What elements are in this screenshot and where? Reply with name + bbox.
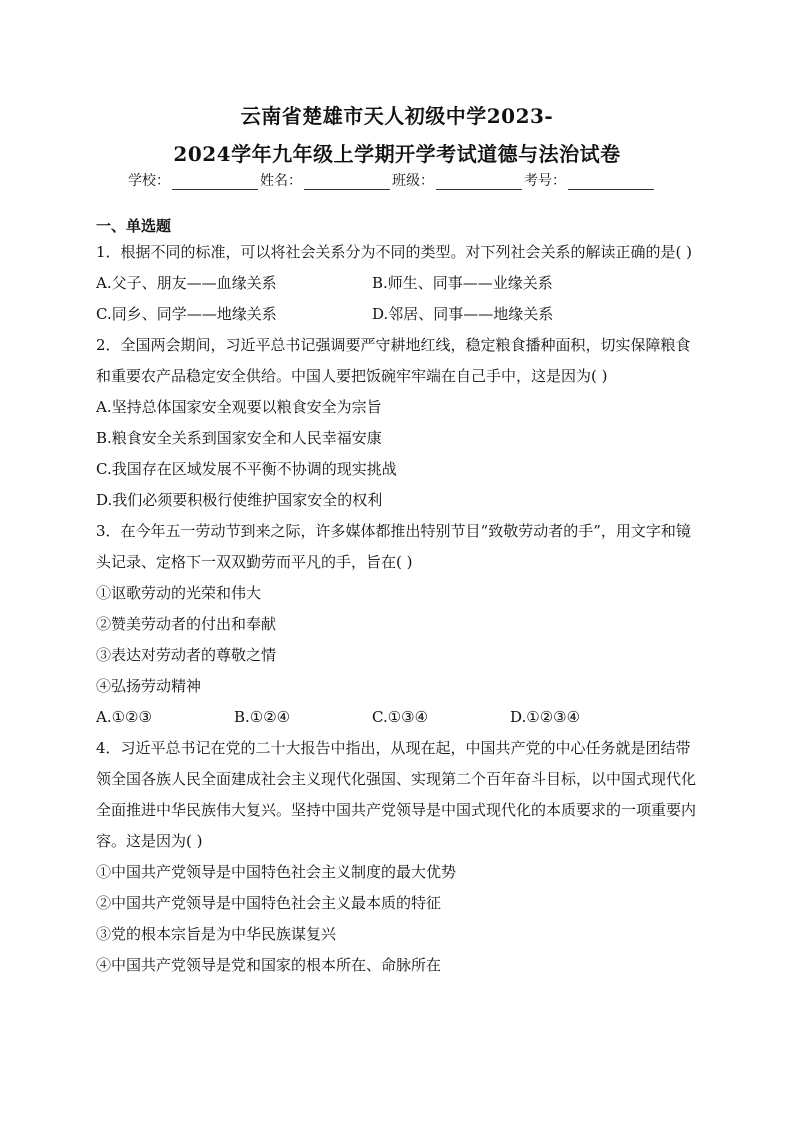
exam-title-line1: 云南省楚雄市天人初级中学2023- xyxy=(240,104,554,128)
question-3-stem: 3．在今年五一劳动节到来之际，许多媒体都推出特别节目“致敬劳动者的手”，用文字和镜头记录、定格下一双双勤劳而平凡的手，旨在( ) xyxy=(96,522,691,571)
question-2-option-b: B.粮食安全关系到国家安全和人民幸福安康 xyxy=(96,429,382,447)
question-3-options-row xyxy=(96,702,696,733)
school-blank[interactable] xyxy=(172,175,258,190)
question-3-statement-2: ②赞美劳动者的付出和奉献 xyxy=(96,615,277,633)
question-3-statement-3: ③表达对劳动者的尊敬之情 xyxy=(96,646,277,664)
name-label: 姓名： xyxy=(260,173,302,189)
question-2-option-c: C.我国存在区域发展不平衡不协调的现实挑战 xyxy=(96,460,397,478)
question-4-statement-4: ④中国共产党领导是党和国家的根本所在、命脉所在 xyxy=(96,956,442,974)
question-3-option-b: B.①②④ xyxy=(234,708,291,726)
exam-number-blank[interactable] xyxy=(568,175,654,190)
question-2-option-a: A.坚持总体国家安全观要以粮食安全为宗旨 xyxy=(96,398,382,416)
question-4-statement-1: ①中国共产党领导是中国特色社会主义制度的最大优势 xyxy=(96,863,457,881)
question-2-stem: 2．全国两会期间，习近平总书记强调要严守耕地红线，稳定粮食播种面积，切实保障粮食和重要农产品稳定安全供给。中国人要把饭碗牢牢端在自己手中，这是因为( ) xyxy=(96,336,691,385)
exam-title-line2: 2024学年九年级上学期开学考试道德与法治试卷 xyxy=(173,142,621,166)
question-4-stem: 4．习近平总书记在党的二十大报告中指出，从现在起，中国共产党的中心任务就是团结带领全国各族人民全面建成社会主义现代化强国、实现第二个百年奋斗目标，以中国式现代化全面推进中华民族伟大复兴。坚持中国共产党领导是中国式现代化的本质要求的一项重要内容。这是因为( ) xyxy=(96,739,697,850)
question-3-option-c: C.①③④ xyxy=(372,708,429,726)
class-label: 班级： xyxy=(392,173,434,189)
class-blank[interactable] xyxy=(436,175,522,190)
question-4-statement-3: ③党的根本宗旨是为中华民族谋复兴 xyxy=(96,925,337,943)
question-1-option-b: B.师生、同事——业缘关系 xyxy=(372,274,553,292)
school-label: 学校： xyxy=(128,173,170,189)
question-4-statement-2: ②中国共产党领导是中国特色社会主义最本质的特征 xyxy=(96,894,442,912)
question-1-stem: 1．根据不同的标准，可以将社会关系分为不同的类型。对下列社会关系的解读正确的是( ) xyxy=(96,243,693,261)
question-3-statement-1: ①讴歌劳动的光荣和伟大 xyxy=(96,584,262,602)
question-1-options-row2 xyxy=(96,299,696,330)
questions-body xyxy=(96,237,696,981)
question-1-option-d: D.邻居、同事——地缘关系 xyxy=(372,305,554,323)
question-3-option-d: D.①②③④ xyxy=(510,708,581,726)
question-1-option-c: C.同乡、同学——地缘关系 xyxy=(96,305,277,323)
question-3-option-a: A.①②③ xyxy=(96,708,152,726)
section-title: 一、单选题 xyxy=(96,217,172,235)
name-blank[interactable] xyxy=(304,175,390,190)
student-info-row xyxy=(128,170,656,190)
exam-number-label: 考号： xyxy=(524,173,566,189)
question-1-option-a: A.父子、朋友——血缘关系 xyxy=(96,274,277,292)
question-2-option-d: D.我们必须要积极行使维护国家安全的权利 xyxy=(96,491,383,509)
question-3-statement-4: ④弘扬劳动精神 xyxy=(96,677,202,695)
question-1-options-row1 xyxy=(96,268,696,299)
